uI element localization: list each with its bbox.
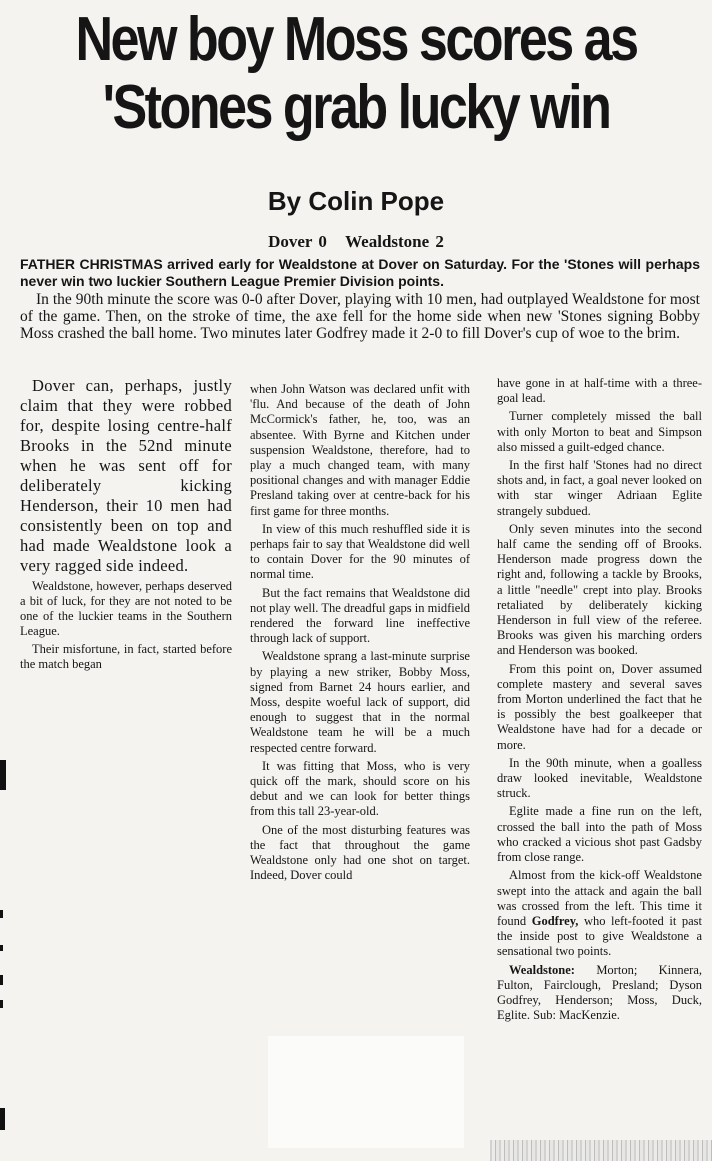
home-score: Dover 0 (268, 232, 327, 251)
col3-paragraph-3: In the first half 'Stones had no direct shots and, in fact, a goal never looked on with star winger Adriaan Eglite strangely subdued. (497, 458, 702, 518)
scan-noise (490, 1140, 712, 1161)
col3-p8-end: who left-footed it past the inside post to give Wealdstone a sensational two points. (497, 913, 702, 959)
col3-paragraph-6: In the 90th minute, when a goalless draw looked inevitable, Wealdstone struck. (497, 755, 702, 801)
headline (57, 6, 655, 142)
intro-lead: FATHER CHRISTMAS arrived early for Wealdstone at Dover on Saturday. For the 'Stones will perhaps never win two luckier Southern League Premier Division points. (20, 256, 700, 289)
col2-paragraph-3: But the fact remains that Wealdstone did not play well. The dreadful gaps in midfield rendered the forward line ineffective through lack of support. (250, 585, 470, 646)
col3-paragraph-2: Turner completely missed the ball with only Morton to beat and Simpson also missed a guilt-edged chance. (497, 409, 702, 454)
col2-paragraph-6: One of the most disturbing features was the fact that throughout the game Wealdstone only had one shot on target. Indeed, Dover could (250, 822, 470, 883)
team-list: Morton; Kinnera, Fulton, Fairclough, Presland; Dyson Godfrey, Henderson; Moss, Duck, Eglite. Sub: MacKenzie. (497, 962, 702, 1023)
byline: By Colin Pope (267, 186, 445, 216)
col3-p8-start: Almost from the kick-off Wealdstone swept into the attack and again the ball was crossed from the left. This time it found (497, 868, 702, 928)
col2-paragraph-1: when John Watson was declared unfit with 'flu. And because of the death of John McCormick's father, he, too, was an absentee. With Byrne and Kitchen under suspension Wealdstone, therefore, had to play a much changed team, with many positional changes and with manager Eddie Presland taking over at centre-back for his first game for three months. (250, 382, 470, 518)
score-line (0, 232, 712, 252)
intro-paragraph: In the 90th minute the score was 0-0 after Dover, playing with 10 men, had outplayed Wealdstone for most of the game. Then, on the stroke of time, the axe fell for the home side when new 'Stones signing Bobby Moss crashed the ball home. Two minutes later Godfrey made it 2-0 to fill Dover's cup of woe to the brim. (20, 291, 700, 342)
col3-paragraph-7: Eglite made a fine run on the left, crossed the ball into the path of Moss who cracked a vicious shot past Gadsby from close range. (497, 804, 702, 865)
col3-paragraph-5: From this point on, Dover assumed complete mastery and several saves from Morton underlined the fact that he is possibly the best goalkeeper that Wealdstone have had for a decade or more. (497, 661, 702, 752)
col1-paragraph-2: Wealdstone, however, perhaps deserved a bit of luck, for they are not noted to be one of the luckier teams in the Southern League. (20, 579, 232, 638)
adjacent-column-fragment (0, 0, 10, 1161)
col1-paragraph-3: Their misfortune, in fact, started before the match began (20, 642, 232, 671)
headline-line-1: New boy Moss scores as (75, 5, 637, 74)
column-1 (20, 376, 232, 672)
col3-paragraph-8 (497, 868, 702, 959)
col2-paragraph-5: It was fitting that Moss, who is very quick off the mark, should score on his debut and we can look for better things from this tall 23-year-old. (250, 758, 470, 819)
column-3 (497, 376, 702, 1023)
intro (20, 256, 700, 342)
photo-area (268, 1036, 464, 1148)
col2-paragraph-2: In view of this much reshuffled side it is perhaps fair to say that Wealdstone did well to contain Dover for the 90 minutes of normal time. (250, 521, 470, 582)
col1-paragraph-1: Dover can, perhaps, justly claim that they were robbed for, despite losing centre-half Brooks in the 52nd minute when he was sent off for deliberately kicking Henderson, their 10 men had consistently been on top and had made Wealdstone look a very ragged side indeed. (20, 376, 232, 575)
team-lineup (497, 963, 702, 1024)
team-label: Wealdstone: (509, 962, 575, 977)
col3-p8-name: Godfrey, (531, 913, 579, 928)
away-score: Wealdstone 2 (345, 232, 444, 251)
headline-line-2: 'Stones grab lucky win (102, 73, 610, 142)
col2-paragraph-4: Wealdstone sprang a last-minute surprise by playing a new striker, Bobby Moss, signed from Barnet 24 hours earlier, and Moss, despite woeful lack of support, did enough to suggest that in the normal Wealdstone team he will be a much respected centre forward. (250, 649, 470, 755)
col3-paragraph-1: have gone in at half-time with a three-goal lead. (497, 376, 702, 406)
col3-paragraph-4: Only seven minutes into the second half came the sending off of Brooks. Henderson made progress down the right and, following a tackle by Brooks, a little "needle" crept into play. Brooks retaliated by deliberately kicking Henderson in full view of the referee. Brooks was given his marching orders and Henderson was booked. (497, 521, 702, 658)
column-2 (250, 382, 470, 884)
